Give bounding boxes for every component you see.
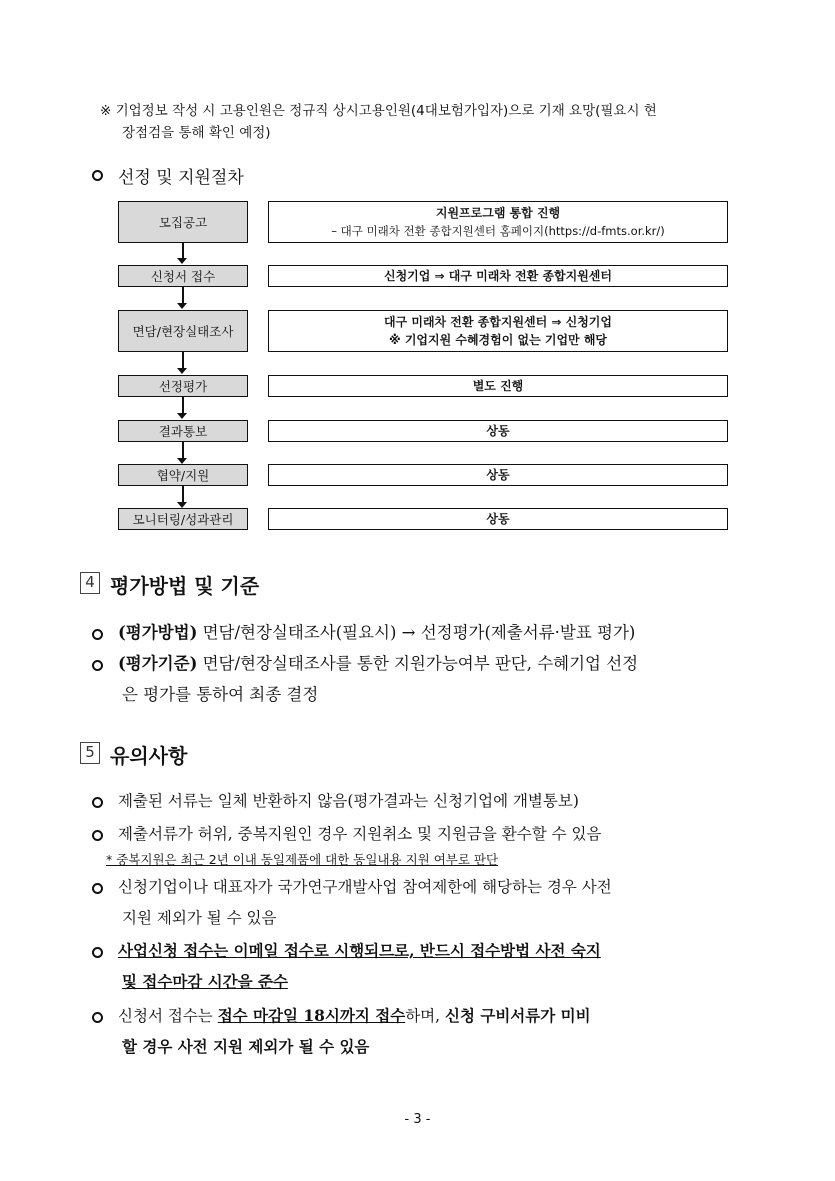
text-d: 신청 구비서류가 미비 xyxy=(445,1006,591,1025)
flow-desc-line1: 상동 xyxy=(486,468,510,482)
flow-step-label: 면담/현장실태조사 xyxy=(118,310,248,352)
flow-step-desc xyxy=(268,375,728,397)
section4-bullet1 xyxy=(118,621,635,645)
flow-desc-line2: ※ 기업지원 수혜경험이 없는 기업만 해당 xyxy=(388,333,608,347)
section5-bullet5-line2: 할 경우 사전 지원 제외가 될 수 있음 xyxy=(122,1037,370,1056)
section5-bullet1: 제출된 서류는 일체 반환하지 않음(평가결과는 신청기업에 개별통보) xyxy=(118,792,579,810)
top-note-line1: ※ 기업정보 작성 시 고용인원은 정규직 상시고용인원(4대보험가입자)으로 기재 요망(필요시 현 xyxy=(100,103,657,119)
section-number: 4 xyxy=(80,572,100,594)
bullet-circle-icon xyxy=(92,1012,103,1023)
flow-step-desc xyxy=(268,310,728,352)
flow-step-label: 결과통보 xyxy=(118,420,248,442)
section5-bullet2-note: * 중복지원은 최근 2년 이내 동일제품에 대한 동일내용 지원 여부로 판단 xyxy=(106,852,499,867)
arrow-down-icon xyxy=(177,368,187,374)
bullet-circle-icon xyxy=(92,629,103,640)
text: 면담/현장실태조사(필요시) → 선정평가(제출서류·발표 평가) xyxy=(197,623,636,642)
flow-desc-line1: 상동 xyxy=(486,424,510,438)
flow-step-desc xyxy=(268,265,728,287)
text-a: 신청서 접수는 xyxy=(118,1007,218,1025)
bullet-circle-icon xyxy=(92,947,103,958)
flow-desc-line1: 지원프로그램 통합 진행 xyxy=(435,206,561,220)
text: 면담/현장실태조사를 통한 지원가능여부 판단, 수혜기업 선정 xyxy=(197,654,639,673)
section-title: 평가방법 및 기준 xyxy=(110,574,260,598)
text-b: 접수 마감일 18시까지 접수 xyxy=(217,1006,406,1025)
bullet-circle-icon xyxy=(92,660,103,671)
section4-bullet2-line2: 은 평가를 통하여 최종 결정 xyxy=(122,685,319,704)
top-note xyxy=(100,100,760,144)
section5-bullet2: 제출서류가 허위, 중복지원인 경우 지원취소 및 지원금을 환수할 수 있음 xyxy=(118,825,602,843)
section5-bullet4-line2: 및 접수마감 시간을 준수 xyxy=(122,972,288,991)
bullet-circle-icon xyxy=(92,830,103,841)
section-number: 5 xyxy=(80,742,100,764)
flow-step-desc xyxy=(268,420,728,442)
section5-bullet4: 사업신청 접수는 이메일 접수로 시행되므로, 반드시 접수방법 사전 숙지 xyxy=(118,941,601,960)
label: (평가방법) xyxy=(118,623,198,642)
procedure-title: 선정 및 지원절차 xyxy=(118,168,244,188)
flow-step-label: 모집공고 xyxy=(118,201,248,243)
flow-step-label: 신청서 접수 xyxy=(118,265,248,287)
section5-bullet5 xyxy=(118,1004,591,1028)
flow-desc-line1: 별도 진행 xyxy=(472,379,524,393)
flow-step-desc xyxy=(268,464,728,486)
section4-bullet2 xyxy=(118,652,638,676)
page-number: - 3 - xyxy=(404,1112,431,1127)
flow-desc-line2: – 대구 미래차 전환 종합지원센터 홈페이지(https://d-fmts.or.kr/) xyxy=(331,224,665,238)
arrow-down-icon xyxy=(177,303,187,309)
arrow-down-icon xyxy=(177,258,187,264)
bullet-circle-icon xyxy=(92,797,103,808)
flow-desc-line1: 대구 미래차 전환 종합지원센터 ⇒ 신청기업 xyxy=(383,315,612,329)
section-title: 유의사항 xyxy=(110,744,188,768)
bullet-circle-icon xyxy=(92,170,103,181)
flow-step-label: 모니터링/성과관리 xyxy=(118,508,248,530)
flow-desc-line1: 상동 xyxy=(486,512,510,526)
text-c: 하며, xyxy=(405,1007,446,1025)
flow-step-desc xyxy=(268,508,728,530)
arrow-down-icon xyxy=(177,413,187,419)
bullet-circle-icon xyxy=(92,883,103,894)
flow-desc-line1: 신청기업 ⇒ 대구 미래차 전환 종합지원센터 xyxy=(383,269,612,283)
flow-step-label: 협약/지원 xyxy=(118,464,248,486)
flow-step-desc xyxy=(268,201,728,243)
section5-bullet3: 신청기업이나 대표자가 국가연구개발사업 참여제한에 해당하는 경우 사전 xyxy=(118,878,612,896)
label: (평가기준) xyxy=(118,654,198,673)
top-note-line2: 장점검을 통해 확인 예정) xyxy=(122,125,271,141)
section5-bullet3-line2: 지원 제외가 될 수 있음 xyxy=(122,909,277,927)
flow-step-label: 선정평가 xyxy=(118,375,248,397)
